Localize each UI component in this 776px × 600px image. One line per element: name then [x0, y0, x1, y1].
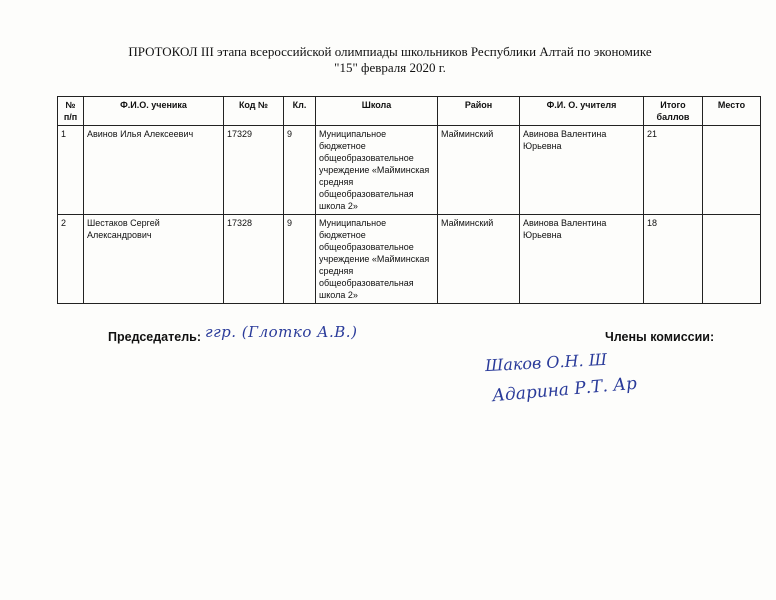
header-place: Место [703, 97, 761, 126]
cell-total-score: 21 [644, 126, 703, 215]
table-row [58, 215, 761, 304]
chairman-label: Председатель: [108, 330, 201, 344]
table-row [58, 126, 761, 215]
cell-number: 1 [58, 126, 84, 215]
cell-student-name: Шестаков Сергей Александрович [84, 215, 224, 304]
cell-district: Майминский [438, 215, 520, 304]
protocol-title [80, 44, 700, 76]
cell-school: Муниципальное бюджетное общеобразовательное учреждение «Майминская средняя общеобразовательная школа 2» [316, 126, 438, 215]
header-number: № п/п [58, 97, 84, 126]
title-line-2: "15" февраля 2020 г. [334, 60, 446, 75]
header-grade: Кл. [284, 97, 316, 126]
cell-student-name: Авинов Илья Алексеевич [84, 126, 224, 215]
cell-grade: 9 [284, 215, 316, 304]
title-line-1: ПРОТОКОЛ III этапа всероссийской олимпиады школьников Республики Алтай по экономике [128, 44, 652, 59]
cell-district: Майминский [438, 126, 520, 215]
cell-school: Муниципальное бюджетное общеобразовательное учреждение «Майминская средняя общеобразовательная школа 2» [316, 215, 438, 304]
member-signature-1: Шаков О.Н. Ш [484, 349, 608, 376]
header-teacher: Ф.И. О. учителя [520, 97, 644, 126]
chairman-signature: ггр. (Глотко А.В.) [205, 323, 358, 341]
header-code: Код № [224, 97, 284, 126]
cell-grade: 9 [284, 126, 316, 215]
commission-members-label: Члены комиссии: [605, 330, 715, 344]
cell-number: 2 [58, 215, 84, 304]
cell-place [703, 215, 761, 304]
member-signature-2: Адарина Р.Т. Ар [491, 373, 638, 407]
cell-code: 17329 [224, 126, 284, 215]
cell-place [703, 126, 761, 215]
cell-total-score: 18 [644, 215, 703, 304]
header-school: Школа [316, 97, 438, 126]
cell-teacher: Авинова Валентина Юрьевна [520, 215, 644, 304]
cell-teacher: Авинова Валентина Юрьевна [520, 126, 644, 215]
header-total-score: Итого баллов [644, 97, 703, 126]
header-student-name: Ф.И.О. ученика [84, 97, 224, 126]
cell-code: 17328 [224, 215, 284, 304]
results-table [57, 96, 761, 304]
header-district: Район [438, 97, 520, 126]
table-header-row [58, 97, 761, 126]
